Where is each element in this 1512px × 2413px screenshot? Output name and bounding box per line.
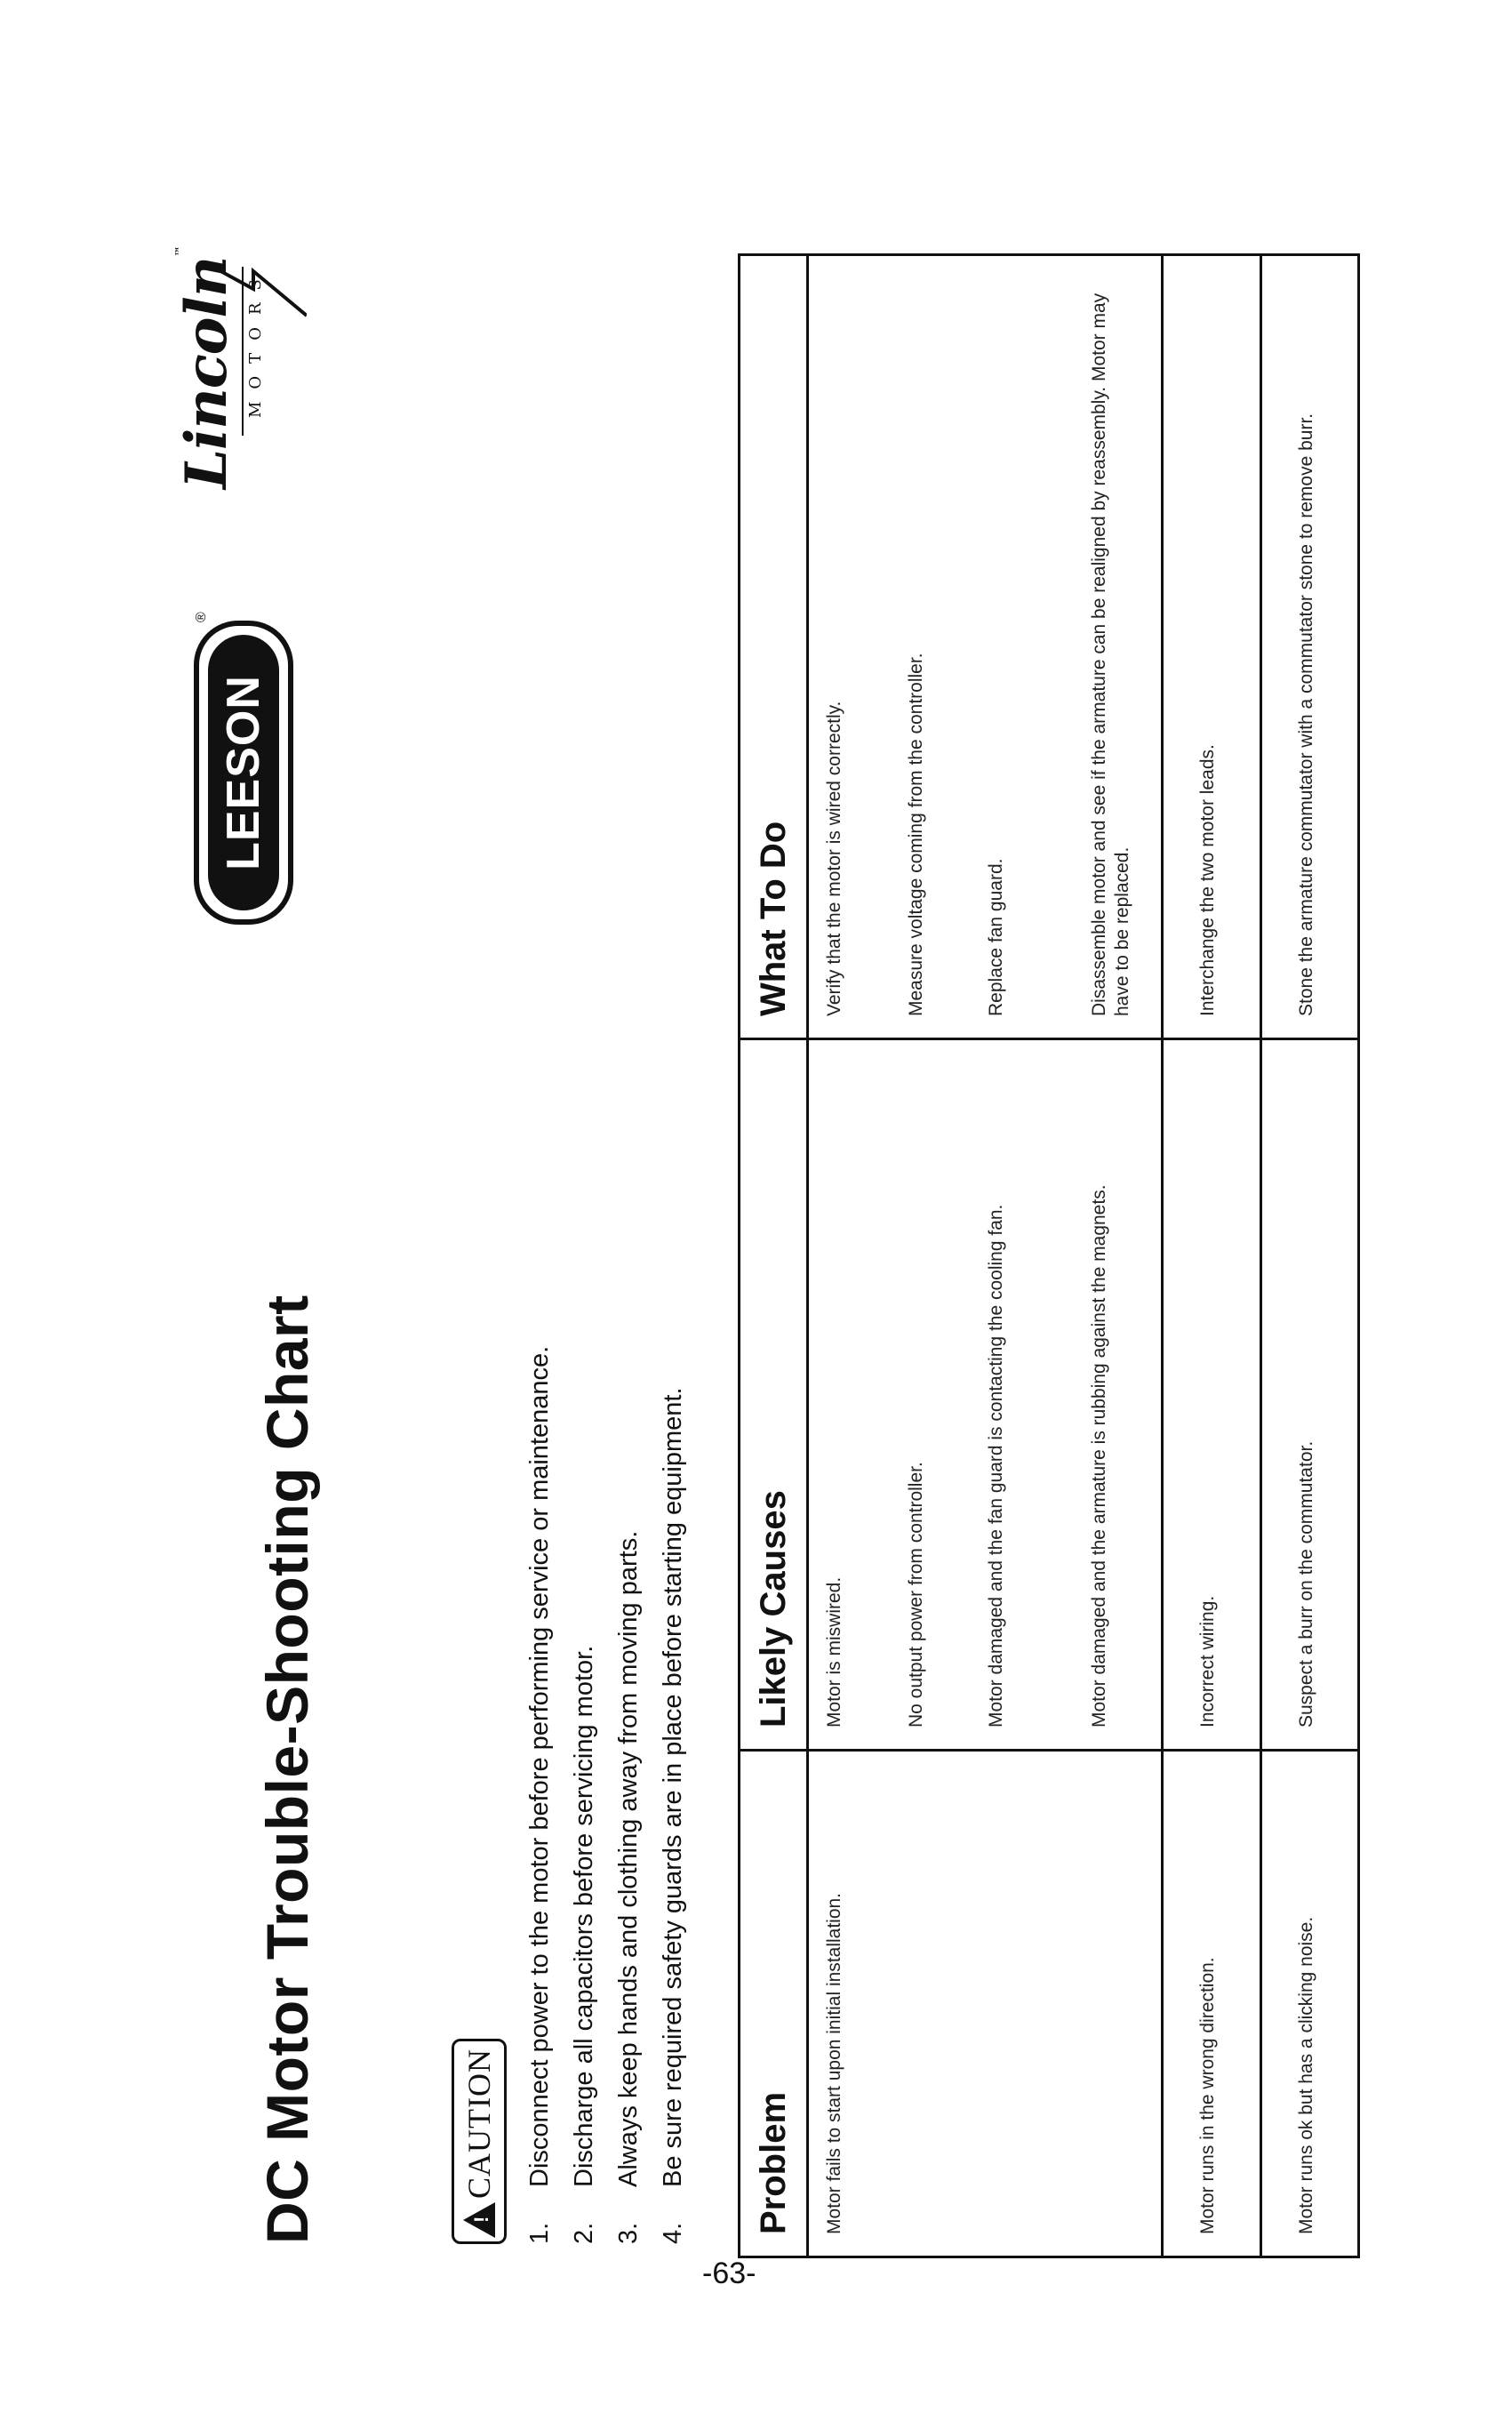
problem-cell [1260, 1751, 1359, 2257]
problem-cell [1163, 1751, 1261, 2257]
cause-text: Incorrect wiring. [1197, 1595, 1218, 1728]
leeson-logo-badge [208, 635, 279, 910]
problem-text: Motor runs ok but has a clicking noise. [1295, 1916, 1316, 2234]
action-text: Verify that the motor is wired correctly. [824, 701, 844, 1016]
step-number: 2. [570, 2222, 598, 2244]
registered-mark: ® [194, 612, 209, 622]
leeson-logo-text: LEESON [218, 675, 269, 870]
warning-triangle-icon [463, 2202, 495, 2238]
cause-text: Motor is miswired. [824, 1576, 844, 1728]
step-number: 4. [659, 2222, 687, 2244]
causes-cell [1260, 1039, 1359, 1751]
action-text: Disassemble motor and see if the armature can be realigned by reassembly. Motor may have to be replaced. [1089, 293, 1132, 1016]
actions-cell [1260, 255, 1359, 1039]
table-row [1163, 255, 1261, 2257]
causes-stack [823, 1062, 1134, 1728]
safety-steps-list [517, 1346, 695, 2244]
table-header-row [740, 255, 808, 2257]
action-text: Measure voltage coming from the controller. [906, 653, 926, 1016]
page-title: DC Motor Trouble-Shooting Chart [254, 1295, 320, 2244]
causes-cell [1163, 1039, 1261, 1751]
action-text: Interchange the two motor leads. [1197, 744, 1218, 1016]
problem-text: Motor fails to start upon initial installation. [824, 1892, 844, 2234]
lightning-bolt-icon [173, 222, 307, 489]
actions-cell [808, 255, 1163, 1039]
problem-text: Motor runs in the wrong direction. [1197, 1957, 1218, 2234]
troubleshooting-table [738, 253, 1360, 2258]
leeson-logo [194, 621, 293, 925]
trademark-mark: ™ [173, 246, 186, 257]
action-text: Stone the armature commutator with a commutator stone to remove burr. [1295, 413, 1316, 1016]
caution-badge [452, 2039, 507, 2244]
table-row [808, 255, 1163, 2257]
actions-cell [1163, 255, 1261, 1039]
cause-text: Suspect a burr on the commutator. [1295, 1440, 1316, 1728]
step-number: 3. [614, 2222, 643, 2244]
caution-label: CAUTION [461, 2048, 497, 2199]
step-number: 1. [525, 2222, 554, 2244]
exclamation-mark: ! [470, 2216, 492, 2223]
header-likely-causes: Likely Causes [740, 1039, 808, 1751]
lincoln-motors-logo [173, 222, 307, 489]
list-item [517, 1346, 562, 2244]
step-text: Always keep hands and clothing away from moving parts. [614, 1530, 643, 2187]
table-row [1260, 255, 1359, 2257]
list-item [651, 1346, 695, 2244]
cause-text: No output power from controller. [906, 1462, 926, 1728]
step-text: Disconnect power to the motor before performing service or maintenance. [525, 1345, 554, 2187]
step-text: Be sure required safety guards are in place before starting equipment. [659, 1387, 687, 2187]
list-item [562, 1346, 606, 2244]
list-item [606, 1346, 651, 2244]
header-problem: Problem [740, 1751, 808, 2257]
action-text: Replace fan guard. [986, 858, 1006, 1016]
problem-cell [808, 1751, 1163, 2257]
causes-cell [808, 1039, 1163, 1751]
step-text: Discharge all capacitors before servicing motor. [570, 1645, 598, 2187]
lincoln-logo-text: Lincoln [173, 256, 240, 489]
page-number: -63- [702, 2257, 756, 2290]
cause-text: Motor damaged and the fan guard is contacting the cooling fan. [986, 1204, 1006, 1728]
lincoln-motors-text: MOTORS [246, 267, 265, 418]
cause-text: Motor damaged and the armature is rubbing against the magnets. [1089, 1184, 1109, 1728]
actions-stack [823, 277, 1134, 1016]
header-what-to-do: What To Do [740, 255, 808, 1039]
